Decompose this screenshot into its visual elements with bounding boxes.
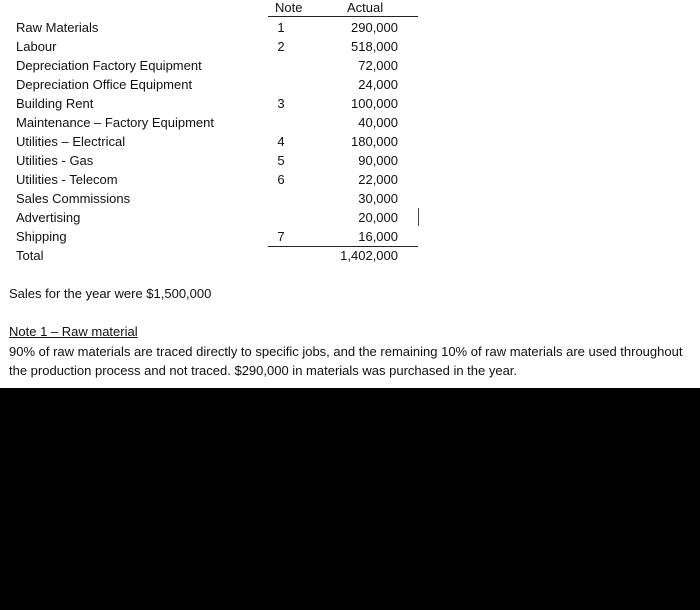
row-label: Raw Materials	[16, 20, 99, 35]
row-amount: 20,000	[358, 210, 398, 225]
note-1-title: Note 1 – Raw material	[9, 324, 138, 339]
table-row	[0, 56, 700, 75]
table-row	[0, 151, 700, 170]
table-row	[0, 227, 700, 246]
row-note: 2	[277, 39, 285, 54]
row-amount: 90,000	[358, 153, 398, 168]
row-amount: 16,000	[358, 229, 398, 244]
row-amount: 22,000	[358, 172, 398, 187]
row-label: Sales Commissions	[16, 191, 131, 206]
total-rule	[268, 246, 418, 247]
table-row-total	[0, 246, 700, 265]
table-row	[0, 75, 700, 94]
row-amount: 290,000	[351, 20, 398, 35]
row-amount: 30,000	[358, 191, 398, 206]
note-1-body: 90% of raw materials are traced directly to specific jobs, and the remaining 10% of raw materials are used throughout the production process and not traced. $290,000 in materials was purchased in the year.	[9, 344, 683, 378]
text-cursor	[418, 208, 419, 226]
row-label: Labour	[16, 39, 57, 54]
row-label: Building Rent	[16, 96, 94, 111]
row-label: Utilities - Gas	[16, 153, 94, 168]
column-header-actual: Actual	[347, 0, 384, 15]
row-amount: 24,000	[358, 77, 398, 92]
row-label: Advertising	[16, 210, 81, 225]
row-amount: 1,402,000	[340, 248, 398, 263]
row-note: 1	[277, 20, 285, 35]
row-note: 7	[277, 229, 285, 244]
row-label: Utilities - Telecom	[16, 172, 118, 187]
row-label: Utilities – Electrical	[16, 134, 126, 149]
row-amount: 100,000	[351, 96, 398, 111]
table-row	[0, 113, 700, 132]
column-header-note: Note	[275, 0, 303, 15]
table-row	[0, 208, 700, 227]
row-label: Shipping	[16, 229, 67, 244]
row-note: 4	[277, 134, 285, 149]
table-row	[0, 170, 700, 189]
row-amount: 518,000	[351, 39, 398, 54]
table-row	[0, 132, 700, 151]
row-note: 3	[277, 96, 285, 111]
sales-statement: Sales for the year were $1,500,000	[9, 286, 212, 301]
row-amount: 40,000	[358, 115, 398, 130]
row-label: Depreciation Factory Equipment	[16, 58, 202, 73]
row-label: Depreciation Office Equipment	[16, 77, 193, 92]
row-label: Maintenance – Factory Equipment	[16, 115, 214, 130]
table-row	[0, 37, 700, 56]
row-amount: 72,000	[358, 58, 398, 73]
row-note: 6	[277, 172, 285, 187]
row-amount: 180,000	[351, 134, 398, 149]
expense-table	[0, 18, 700, 265]
table-row	[0, 189, 700, 208]
table-row	[0, 94, 700, 113]
row-label: Total	[16, 248, 44, 263]
table-row	[0, 18, 700, 37]
header-underline	[268, 16, 418, 17]
row-note: 5	[277, 153, 285, 168]
